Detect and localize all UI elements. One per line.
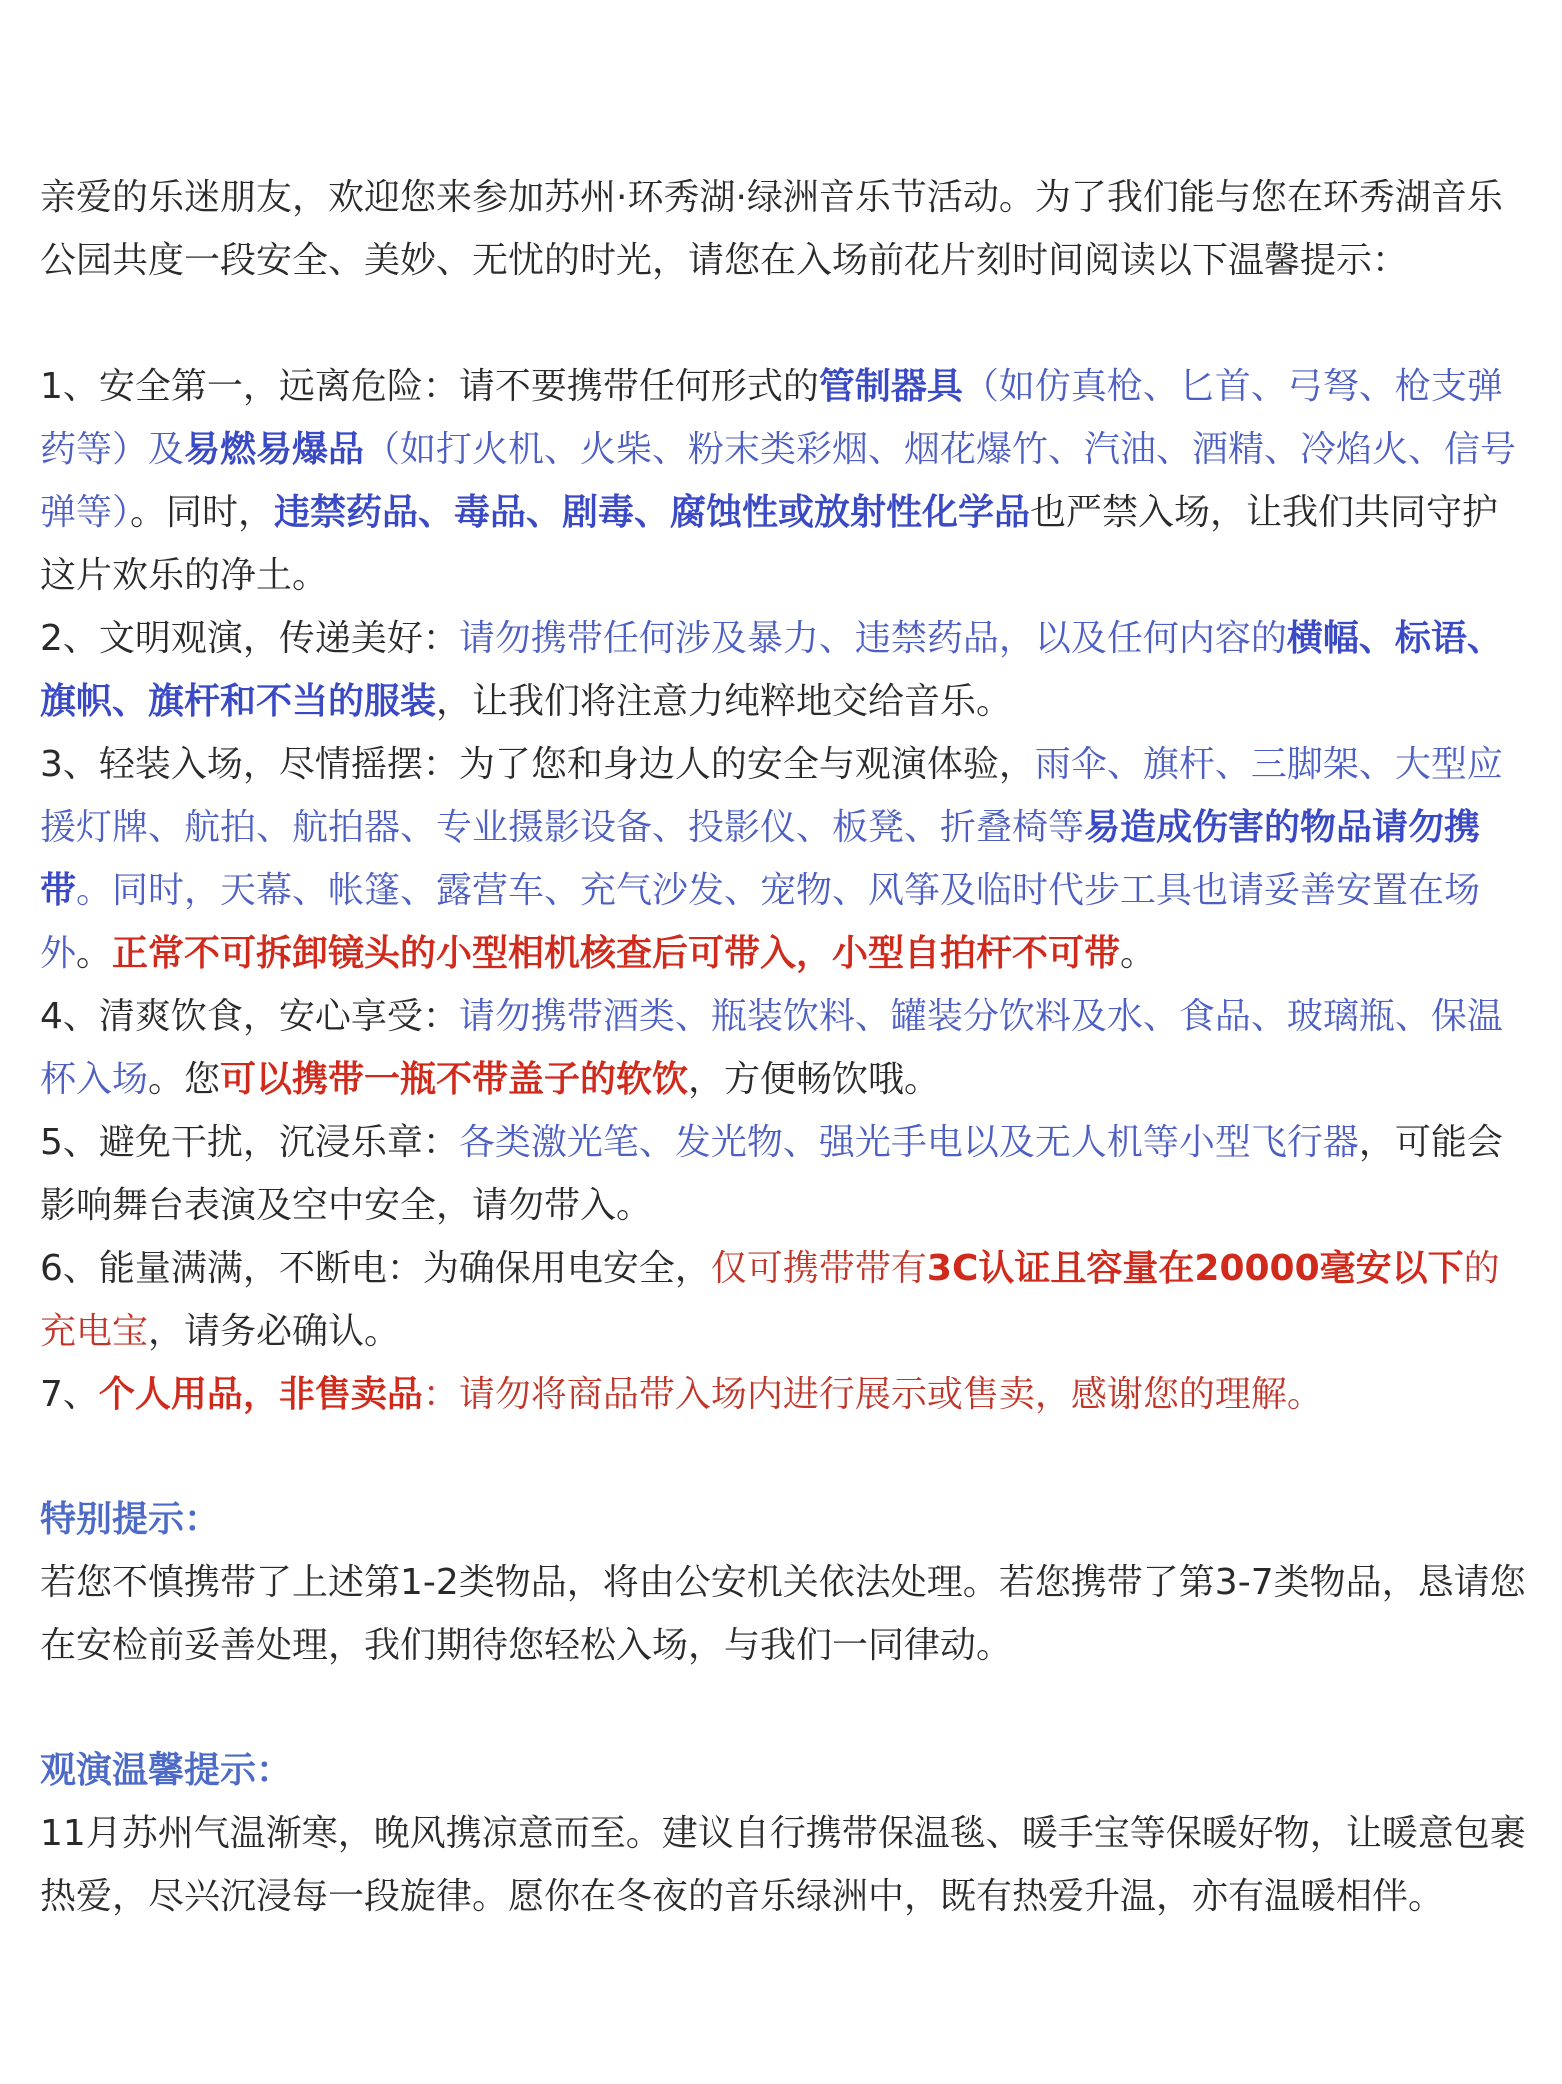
- item-7: [40, 1363, 1530, 1426]
- item-3-item-list: 雨伞、旗杆、三脚架、大型应援灯牌、航拍、航拍器、专业摄影设备、投影仪、板凳、折叠椅等: [40, 744, 1503, 848]
- spacer: [40, 292, 1530, 355]
- item-3-end: 。: [1120, 933, 1157, 974]
- item-1-flammables: 易燃易爆品: [184, 429, 365, 470]
- item-6-capacity-limit: 3C认证且容量在20000毫安以下: [926, 1248, 1464, 1289]
- item-1-flammables-examples: （如打火机、火柴、粉末类彩烟、烟花爆竹、汽油、酒精、冷焰火、信号弹等）: [40, 429, 1517, 533]
- special-body: 若您不慎携带了上述第1-2类物品，将由公安机关依法处理。若您携带了第3-7类物品，恳请您在安检前妥善处理，我们期待您轻松入场，与我们一同律动。: [40, 1562, 1526, 1666]
- notice-document: [40, 166, 1530, 1928]
- item-3-harmful-items: 易造成伤害的物品请勿携带: [40, 807, 1481, 911]
- item-1-controlled-weapons: 管制器具: [818, 366, 963, 407]
- item-4-soft-drink-allowance: 可以携带一瓶不带盖子的软饮: [220, 1059, 689, 1100]
- item-1-prohibited-substances: 违禁药品、毒品、剧毒、腐蚀性或放射性化学品: [274, 492, 1031, 533]
- item-6-tail: ，请务必确认。: [148, 1311, 401, 1352]
- item-2-tail: ，让我们将注意力纯粹地交给音乐。: [436, 681, 1013, 722]
- item-1: [40, 355, 1530, 607]
- item-3-camera-rule: 正常不可拆卸镜头的小型相机核查后可带入，小型自拍杆不可带: [112, 933, 1121, 974]
- item-1-tail: 也严禁入场，让我们共同守护这片欢乐的净土。: [40, 492, 1499, 596]
- spacer: [40, 1426, 1530, 1488]
- item-3-outside-items: 。同时，天幕、帐篷、露营车、充气沙发、宠物、风筝及临时代步工具也请妥善安置在场外: [40, 870, 1481, 974]
- item-6-lead: 6、能量满满，不断电：为确保用电安全，: [40, 1248, 711, 1289]
- spacer: [40, 1677, 1530, 1739]
- item-5: [40, 1111, 1530, 1237]
- warm-body: 11月苏州气温渐寒，晚风携凉意而至。建议自行携带保温毯、暖手宝等保暖好物，让暖意包裹热爱，尽兴沉浸每一段旋律。愿你在冬夜的音乐绿洲中，既有热爱升温，亦有温暖相伴。: [40, 1813, 1526, 1917]
- item-1-weapons-examples: （如仿真枪、匕首、弓弩、枪支弹药等）及: [40, 366, 1503, 470]
- item-5-tail: ，可能会影响舞台表演及空中安全，请勿带入。: [40, 1122, 1503, 1226]
- item-4-food-restriction: 请勿携带酒类、瓶装饮料、罐装分饮料及水、食品、玻璃瓶、保温杯入场: [40, 996, 1503, 1100]
- item-5-light-devices: 各类激光笔、发光物、强光手电以及无人机等小型飞行器: [458, 1122, 1359, 1163]
- item-7-personal-items: 个人用品，非售卖品: [98, 1374, 423, 1415]
- special-heading: 特别提示：: [40, 1499, 221, 1540]
- item-3-lead: 3、轻装入场，尽情摇摆：为了您和身边人的安全与观演体验，: [40, 744, 1035, 785]
- item-4-lead: 4、清爽饮食，安心享受：: [40, 996, 459, 1037]
- item-6-allowed: 仅可携带带有: [710, 1248, 927, 1289]
- item-6-power-bank: 的充电宝: [40, 1248, 1500, 1352]
- item-1-lead: 1、安全第一，远离危险：请不要携带任何形式的: [40, 366, 819, 407]
- item-6: [40, 1237, 1530, 1363]
- item-2-lead: 2、文明观演，传递美好：: [40, 618, 459, 659]
- item-1-connector: 。同时，: [130, 492, 275, 533]
- item-4: [40, 985, 1530, 1111]
- item-7-lead: 7、: [40, 1374, 99, 1415]
- item-5-lead: 5、避免干扰，沉浸乐章：: [40, 1122, 459, 1163]
- item-4-tail: ，方便畅饮哦。: [688, 1059, 941, 1100]
- item-2-banners: 横幅、标语、旗帜、旗杆和不当的服装: [40, 618, 1503, 722]
- item-2-restriction: 请勿携带任何涉及暴力、违禁药品，以及任何内容的: [458, 618, 1287, 659]
- item-3-period: 。: [76, 933, 113, 974]
- intro-paragraph: 亲爱的乐迷朋友，欢迎您来参加苏州·环秀湖·绿洲音乐节活动。为了我们能与您在环秀湖音乐公园共度一段安全、美妙、无忧的时光，请您在入场前花片刻时间阅读以下温馨提示：: [40, 177, 1503, 281]
- warm-heading: 观演温馨提示：: [40, 1750, 293, 1791]
- item-3: [40, 733, 1530, 985]
- item-2: [40, 607, 1530, 733]
- item-4-connector: 。您: [148, 1059, 221, 1100]
- item-7-tail: ：请勿将商品带入场内进行展示或售卖，感谢您的理解。: [422, 1374, 1323, 1415]
